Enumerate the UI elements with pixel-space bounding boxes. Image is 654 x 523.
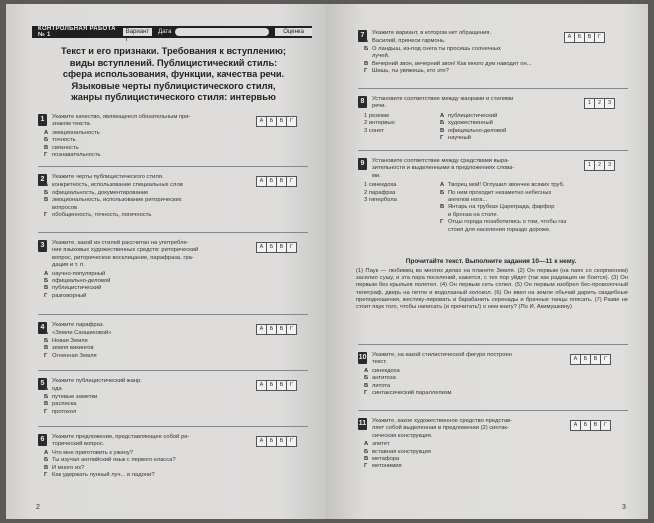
question-number: 8	[358, 96, 367, 108]
answer-option[interactable]	[364, 38, 532, 45]
answer-cell[interactable]: 3	[605, 99, 614, 108]
answer-option[interactable]	[44, 409, 97, 416]
question-text-line: Укажите, какое художественное средство представ-	[372, 418, 513, 424]
answer-option[interactable]	[44, 472, 176, 479]
option-letter: Г	[44, 472, 48, 479]
match-right-item	[440, 128, 506, 135]
question-text-line: Установите соответствие между средствами выра-	[372, 158, 510, 164]
question-divider	[38, 370, 308, 371]
answer-cell[interactable]: Б	[267, 325, 277, 334]
answer-cell[interactable]: Б	[267, 381, 277, 390]
answer-cell[interactable]: В	[277, 117, 287, 126]
question-number: 6	[38, 434, 47, 446]
option-text: Шишь, ты увяжешь, кто это?	[372, 68, 449, 75]
option-letter: Г	[44, 352, 48, 359]
option-text: синтаксический параллелизм	[372, 390, 452, 397]
match-left-item: 3 гипербола	[364, 197, 397, 203]
question-text-line: зительности и выделенными в предложениях слова-	[372, 165, 515, 172]
answer-cell[interactable]: 2	[595, 161, 605, 170]
option-letter: Г	[44, 212, 48, 219]
test-header	[32, 26, 312, 43]
option-text: Новая Земля	[52, 337, 88, 344]
answer-cell[interactable]: А	[565, 33, 575, 42]
match-right-item	[440, 190, 566, 197]
question-text-line: Укажите черты публицистического стиля.	[52, 174, 164, 180]
question-divider	[358, 88, 628, 89]
question-number: 5	[38, 378, 47, 390]
answer-option[interactable]	[44, 401, 97, 408]
match-right-item	[440, 204, 566, 211]
option-text: разговорный	[52, 292, 87, 299]
answer-cell[interactable]: Г	[287, 325, 296, 334]
match-left-item: 1 резюме	[364, 112, 390, 119]
answer-cell[interactable]: Б	[581, 421, 591, 430]
answer-options	[364, 38, 532, 75]
right-page	[326, 4, 648, 519]
answer-cell[interactable]: В	[277, 243, 287, 252]
option-text: метафора	[372, 456, 400, 462]
date-field[interactable]	[175, 28, 269, 36]
option-text: публицистический	[448, 112, 498, 119]
question-text	[52, 434, 242, 449]
answer-option[interactable]	[44, 465, 176, 472]
answer-cell[interactable]: В	[591, 355, 601, 364]
question-text-line: Укажите вариант, в котором нет обращения.	[372, 30, 492, 36]
answer-option[interactable]	[44, 197, 183, 204]
question-divider	[358, 410, 628, 411]
question-text-line: текст.	[372, 359, 387, 366]
option-letter: Б	[364, 448, 369, 455]
answer-option[interactable]	[364, 383, 452, 390]
answer-option[interactable]	[44, 271, 110, 278]
option-text: И много их?	[52, 464, 85, 471]
match-right-item	[440, 227, 566, 234]
answer-option[interactable]	[44, 338, 112, 345]
answer-grid[interactable]	[256, 242, 297, 253]
answer-cell[interactable]: В	[277, 381, 287, 390]
answer-cell[interactable]: Г	[595, 33, 604, 42]
question-text-line: Укажите предложение, представляющее собой ри-	[52, 434, 190, 440]
question-text	[52, 378, 242, 385]
match-right-item	[440, 120, 506, 127]
answer-cell[interactable]: А	[257, 117, 267, 126]
answer-options	[44, 182, 183, 219]
answer-option[interactable]	[44, 182, 183, 189]
question-text-line: Укажите парафраз.	[52, 322, 105, 328]
answer-options	[44, 330, 112, 360]
answer-option[interactable]	[44, 137, 101, 144]
question-number: 10	[358, 352, 367, 364]
option-letter: Г	[364, 390, 368, 397]
answer-grid[interactable]	[584, 160, 615, 171]
option-text: эмоциональность	[52, 129, 100, 136]
answer-option[interactable]	[44, 205, 183, 212]
answer-option[interactable]	[364, 456, 431, 463]
date-label: Дата	[158, 29, 172, 35]
question-number: 1	[38, 114, 47, 126]
option-text: вопросов	[52, 204, 78, 211]
open-workbook	[6, 4, 648, 519]
question-text-line: вопрос, риторическое восклицание, парафраза, гра-	[52, 254, 194, 261]
question-divider	[38, 166, 308, 167]
question-text	[372, 158, 567, 180]
question-text	[52, 322, 242, 329]
option-text: Вечерний звон, вечерний звон! Как много дум наводит он...	[372, 60, 532, 67]
option-letter: Г	[440, 135, 444, 142]
reading-passage: (1) Паук — любимец во многих делах на планете Земля. (2) Он первым (на паях со скорпионом) заселил сушу, и эта пара поселений, кажется, с тех пор уйдет (так как радиация не боится). (3) Он первым без крыльев полетел. (4) Он первым сеть сплел. (5) Он первым изобрел бес-проволочный телеграф, дверь на петле и водолазный колокол. (6) Он ввел на земле обычай дарить свадебные преподношения, жестику-лировать и барабанить серенады и брачные танцы плясать. (7) Разве не стоит паук того, чтобы написать (и прочитать!) о нем книгу? (По И. Акимушкину)	[356, 268, 628, 311]
option-letter: Г	[44, 408, 48, 415]
option-text: путевые заметки	[52, 393, 98, 400]
option-text: земля викингов	[52, 345, 94, 352]
option-letter: Б	[440, 120, 445, 127]
option-text: Ты изучал английский язык с первого класса?	[52, 457, 176, 464]
answer-option[interactable]	[364, 61, 532, 68]
option-text: расписка	[52, 401, 77, 408]
answer-cell[interactable]: Б	[575, 33, 585, 42]
answer-cell[interactable]: В	[277, 437, 287, 446]
answer-grid[interactable]	[570, 354, 611, 365]
question-text-line: Укажите, какой из стилей рассчитан на употребле-	[52, 240, 189, 246]
option-text: официально-деловой	[52, 278, 111, 284]
option-text: О ландыш, из-под снега ты просишь солнечных	[372, 45, 501, 52]
question-number: 2	[38, 174, 47, 186]
answer-grid[interactable]	[256, 436, 297, 447]
answer-cell[interactable]: А	[257, 177, 267, 186]
question-text-line: ми.	[372, 172, 381, 179]
answer-option[interactable]	[364, 46, 532, 53]
option-text: публицистический	[52, 285, 102, 292]
answer-cell[interactable]: Б	[267, 177, 277, 186]
score-label: Оценка	[275, 28, 312, 36]
question-number: 9	[358, 158, 367, 170]
answer-option[interactable]	[364, 68, 532, 75]
option-letter: А	[44, 386, 49, 393]
option-letter: А	[364, 367, 369, 374]
match-right-column	[440, 182, 566, 234]
question-text-line: дация и т. п.	[52, 262, 85, 269]
option-letter: А	[44, 270, 49, 277]
answer-cell[interactable]: Б	[581, 355, 591, 364]
answer-cell[interactable]: Г	[287, 243, 296, 252]
option-letter: В	[364, 60, 369, 67]
answer-option[interactable]	[44, 130, 101, 137]
option-letter: Г	[440, 219, 444, 226]
option-text: ода	[52, 386, 62, 393]
answer-grid[interactable]	[256, 116, 297, 127]
answer-cell[interactable]: В	[585, 33, 595, 42]
option-letter: В	[44, 197, 49, 204]
match-right-item	[440, 135, 506, 142]
question-text-line: Установите соответствие между жанрами и стилями	[372, 96, 514, 102]
match-left-item: 2 интервью	[364, 120, 395, 127]
answer-grid[interactable]	[564, 32, 605, 43]
answer-option[interactable]	[44, 457, 176, 464]
answer-cell[interactable]: А	[257, 381, 267, 390]
answer-option[interactable]	[44, 345, 112, 352]
option-text: «Земли Саншиховой»	[52, 330, 112, 337]
option-letter: В	[44, 144, 49, 151]
match-left-item: 3 сонет	[364, 127, 384, 134]
question-text	[372, 352, 552, 367]
option-text: Янтарь на трубках Цареграда, фарфор	[448, 204, 555, 211]
option-letter: А	[44, 330, 49, 337]
question-number: 4	[38, 322, 47, 334]
question-text-line: сическая конструкция.	[372, 432, 433, 439]
option-letter: Б	[44, 278, 49, 284]
variant-label: Вариант I	[123, 28, 152, 36]
option-text: Как удержать лунный луч... в ладони?	[52, 472, 155, 479]
option-text: Отцы города позаботились о том, чтобы газ	[448, 219, 567, 226]
option-letter: А	[44, 182, 49, 189]
option-letter: А	[364, 441, 369, 448]
question-divider	[38, 426, 308, 427]
answer-cell[interactable]: А	[257, 325, 267, 334]
option-text: Что мне приготовить к ужину?	[52, 449, 133, 456]
option-text: стоил для населения гораздо дороже.	[448, 226, 551, 233]
question-number: 11	[358, 418, 367, 430]
answer-cell[interactable]: В	[591, 421, 601, 430]
option-letter: А	[44, 129, 49, 136]
answer-grid[interactable]	[256, 324, 297, 335]
page-number-left: 2	[36, 504, 40, 511]
option-text: и бронза на столе.	[448, 211, 499, 218]
option-text: лучей.	[372, 53, 390, 60]
answer-options	[44, 130, 101, 160]
option-text: художественный	[448, 120, 493, 127]
question-text	[372, 30, 552, 37]
answer-cell[interactable]: В	[277, 325, 287, 334]
answer-cell[interactable]: 3	[605, 161, 614, 170]
option-letter: В	[440, 204, 445, 211]
answer-grid[interactable]	[584, 98, 615, 109]
question-divider	[38, 232, 308, 233]
question-text-line: ние языковых художественных средств: риторический	[52, 247, 199, 254]
answer-options	[44, 386, 97, 416]
option-letter: В	[44, 464, 49, 471]
question-text-line: Укажите, на какой стилистической фигуре построен	[372, 352, 512, 358]
question-divider	[38, 314, 308, 315]
option-text: протокол	[52, 408, 77, 415]
option-text: антитеза	[372, 375, 396, 382]
option-text: синекдоха	[372, 367, 400, 374]
question-text-line: знаком текста.	[52, 121, 92, 128]
option-letter: Б	[44, 137, 49, 144]
option-letter: В	[364, 382, 369, 389]
answer-cell[interactable]: А	[257, 243, 267, 252]
option-text: конкретность, использование специальных слов	[52, 182, 183, 189]
option-text: официально-деловой	[448, 127, 507, 134]
option-text: По ним проходит незаметно небесных	[448, 189, 552, 196]
question-text-line: ляет собой выделенная в предложении (2) синтак-	[372, 425, 509, 432]
answer-option[interactable]	[364, 375, 452, 382]
answer-option[interactable]	[364, 449, 431, 456]
option-letter: Б	[364, 45, 369, 52]
match-left-column	[364, 113, 395, 135]
answer-options	[44, 450, 176, 480]
answer-option[interactable]	[44, 330, 112, 337]
answer-option[interactable]	[44, 152, 101, 159]
option-text: точность	[52, 137, 76, 144]
question-text-line: Укажите публицистический жанр.	[52, 378, 142, 384]
match-left-column	[364, 182, 397, 204]
answer-cell[interactable]: А	[571, 355, 581, 364]
option-text: метонимия	[372, 463, 402, 470]
match-right-item	[440, 182, 566, 189]
answer-option[interactable]	[44, 353, 112, 360]
option-letter: В	[44, 345, 49, 352]
option-letter: А	[364, 38, 369, 45]
answer-cell[interactable]: А	[257, 437, 267, 446]
option-text: Огненная Земля	[52, 352, 97, 359]
option-text: научный	[448, 135, 471, 142]
answer-grid[interactable]	[570, 420, 611, 431]
answer-options	[364, 368, 452, 398]
test-title: КОНТРОЛЬНАЯ РАБОТА № 1	[38, 26, 116, 38]
option-letter: В	[44, 401, 49, 408]
option-letter: Б	[364, 375, 369, 382]
answer-cell[interactable]: 1	[585, 99, 595, 108]
answer-grid[interactable]	[256, 380, 297, 391]
question-divider	[358, 150, 628, 151]
answer-cell[interactable]: Б	[267, 243, 277, 252]
answer-option[interactable]	[44, 285, 110, 292]
answer-cell[interactable]: Г	[287, 177, 296, 186]
option-text: литота	[372, 382, 391, 389]
option-letter: В	[364, 456, 369, 462]
answer-option[interactable]	[44, 386, 97, 393]
page-number-right: 3	[622, 504, 626, 511]
option-letter: А	[44, 449, 49, 456]
option-letter: Б	[44, 393, 49, 400]
answer-option[interactable]	[364, 53, 532, 60]
answer-cell[interactable]: Г	[601, 355, 610, 364]
answer-cell[interactable]: Г	[287, 437, 296, 446]
answer-option[interactable]	[44, 394, 97, 401]
answer-options	[364, 441, 431, 471]
answer-option[interactable]	[44, 212, 183, 219]
option-letter: Б	[440, 189, 445, 196]
option-letter: В	[440, 127, 445, 134]
option-text: ангелов нога...	[448, 197, 488, 203]
question-text	[372, 96, 552, 111]
answer-cell[interactable]: Г	[287, 381, 296, 390]
match-right-column	[440, 113, 506, 143]
question-number: 7	[358, 30, 367, 42]
option-letter: Г	[364, 463, 368, 470]
answer-cell[interactable]: 2	[595, 99, 605, 108]
question-number: 3	[38, 240, 47, 252]
option-text: связность	[52, 144, 79, 151]
option-letter: А	[440, 182, 445, 189]
option-text: Творец мой! Оглушил звончее всяких труб.	[448, 182, 565, 189]
answer-option[interactable]	[364, 441, 431, 448]
answer-cell[interactable]: Б	[267, 117, 277, 126]
option-letter: Б	[44, 457, 49, 464]
question-text-line: торический вопрос.	[52, 441, 105, 448]
option-text: познавательность	[52, 152, 101, 159]
option-letter: А	[440, 112, 445, 119]
answer-cell[interactable]: 1	[585, 161, 595, 170]
option-text: эпитет	[372, 441, 390, 448]
question-text	[52, 114, 242, 129]
answer-option[interactable]	[364, 463, 431, 470]
answer-grid[interactable]	[256, 176, 297, 187]
answer-cell[interactable]: В	[277, 177, 287, 186]
option-text: официальность, документирование	[52, 189, 149, 196]
answer-options	[44, 271, 110, 301]
left-page	[6, 4, 326, 519]
answer-cell[interactable]: Б	[267, 437, 277, 446]
match-right-item	[440, 219, 566, 226]
question-text	[52, 240, 242, 270]
main-title: Текст и его признаки. Требования к вступлению; виды вступлений. Публицистический стиль: сфера использования, функции, качества речи. Языковые черты публицистического стиля, жанры публицистического стиля: интервью	[60, 46, 286, 102]
option-letter: Б	[44, 337, 49, 344]
option-text: Василий, принеси гармонь.	[372, 38, 446, 45]
answer-cell[interactable]: Г	[601, 421, 610, 430]
question-text-line: Укажите качество, являющееся обязательным при-	[52, 114, 191, 120]
match-left-item: 1 синекдоха	[364, 182, 397, 189]
option-text: вставная конструкция	[372, 448, 431, 455]
question-text	[52, 174, 242, 181]
option-letter: Г	[44, 292, 48, 299]
question-text	[372, 418, 552, 440]
match-right-item	[440, 212, 566, 219]
option-letter: Г	[44, 152, 48, 159]
answer-option[interactable]	[44, 190, 183, 197]
answer-cell[interactable]: Г	[287, 117, 296, 126]
option-text: эмоциональность, использование риторических	[52, 197, 182, 204]
match-left-item: 2 парафраз	[364, 189, 396, 196]
option-text: научно-популярный	[52, 270, 106, 277]
option-letter: Б	[44, 189, 49, 196]
answer-option[interactable]	[364, 368, 452, 375]
section-title: Прочитайте текст. Выполните задания 10—11 к нему.	[405, 258, 577, 265]
answer-cell[interactable]: А	[571, 421, 581, 430]
answer-option[interactable]	[44, 293, 110, 300]
option-text: обобщенность, точность, логичность	[52, 212, 152, 219]
option-letter: Г	[364, 68, 368, 75]
answer-option[interactable]	[44, 145, 101, 152]
question-text-line: речи.	[372, 103, 387, 110]
option-letter: В	[44, 285, 49, 292]
match-right-item	[440, 197, 566, 204]
question-divider	[358, 344, 628, 345]
answer-option[interactable]	[364, 390, 452, 397]
